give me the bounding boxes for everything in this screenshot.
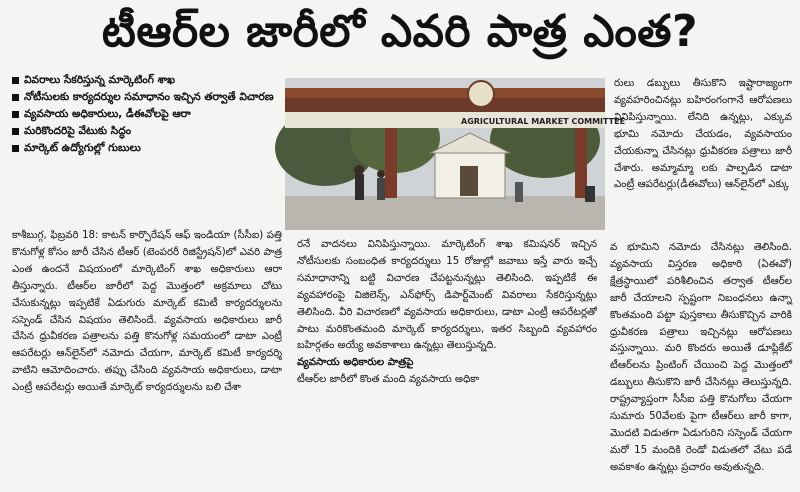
article-column-4: [610, 240, 792, 477]
bullet-item: [12, 91, 280, 104]
article-paragraph: రులు డబ్బులు తీసుకొని ఇష్టారాజ్యంగా వ్యవహరించినట్లు బహిరంగంగానే ఆరోపణలు వినిపిస్తున్నాయి. లేనిది ఉన్నట్లు, ఎక్కువ భూమి నమోదు చేయడం, వ్యవసాయం చేయకున్నా చేసినట్లు ధ్రువీకరణ పత్రాలు జారీ చేశారు. అమ్మామ్మా లకు పాల్పడిన డాటా ఎంట్రీ ఆపరేటర్లు(డీఈవోలు) ఆన్‌లైన్‌లో ఎక్కు: [614, 78, 792, 191]
article-column-2: [297, 237, 597, 389]
article-headline: టీఆర్‌ల జారీలో ఎవరి పాత్ర ఎంత?: [101, 6, 699, 57]
article-column-3: [614, 76, 792, 194]
bullet-square-icon: [12, 77, 19, 84]
bullet-square-icon: [12, 128, 19, 135]
bullet-text: వివరాలు సేకరిస్తున్న మార్కెటింగ్ శాఖ: [24, 74, 175, 86]
article-paragraph: వ భూమిని నమోదు చేసినట్లు తెలిసింది. వ్యవసాయ విస్తరణ అధికారి (ఏఈవో) క్షేత్రస్థాయిలో పరిశీలించిన తర్వాత టీఆర్‌ల జారీ చేయాలని స్పష్టంగా నిబంధనలు ఉన్నా కొంతమంది పట్టా పుస్తకాలు తీసుకొచ్చిన వారికి ధ్రువీకరణ పత్రాలు ఇచ్చినట్లు ఆరోపణలు వస్తున్నాయి. మరి కొందరు అయితే డూప్లికేట్ టీఆర్‌లను ప్రింటింగ్ చేయించి పెద్ద మొత్తంలో డబ్బులు తీసుకొని జారీ చేసినట్లు తెలుస్తున్నది. రాష్ట్రవ్యాప్తంగా సీసీఐ పత్తి కొనుగోలు చేయగా సుమారు 50వేలకు పైగా టీఆర్‌లు జారీ కాగా, మొదటి విడుతగా ఏడుగురిని సస్పెండ్ చేయగా మరో 15 మందికి రెండో విడుతలో వేటు పడే అవకాశం ఉన్నట్లు ప్రచారం అవుతున్నది.: [610, 242, 792, 473]
bullet-text: వ్యవసాయ అధికారులు, డీఈవోలపై ఆరా: [24, 108, 191, 120]
bullet-item: [12, 142, 280, 155]
bullet-item: [12, 74, 280, 87]
bullet-square-icon: [12, 94, 19, 101]
bullet-item: [12, 108, 280, 121]
gate-sign-text: AGRICULTURAL MARKET COMMITTEE: [461, 117, 626, 126]
market-gate-illustration: [285, 78, 626, 230]
bullet-square-icon: [12, 111, 19, 118]
article-paragraph: కాశీబుగ్గ, ఫిబ్రవరి 18: కాటన్ కార్పొరేషన్ ఆఫ్ ఇండియా (సీసీఐ) పత్తి కొనుగోళ్ల కోసం జారీ చేసిన టీఆర్ (టెంపరరీ రిజిస్ట్రేషన్)లో ఎవరి పాత్ర ఎంత ఉందనే విషయంలో మార్కెటింగ్ శాఖ అధికారులు ఆరా తీస్తున్నారు. టీఆర్‌ల జారీలో పెద్ద మొత్తంలో అక్రమాలు చోటు చేసుకున్నట్లు ఇప్పటికే ఏడుగురు మార్కెట్ కమిటీ కార్యదర్శులను సస్పెండ్ చేసిన విషయం తెలిసిందే. వ్యవసాయ అధికారులు జారీ చేసిన ధ్రువీకరణ పత్రాలను పత్తి కొనుగోళ్ల సమయంలో డాటా ఎంట్రీ ఆపరేటర్లు ఆన్‌లైన్‌లో నమోదు చేయగా, మార్కెట్ కమిటీ కార్యదర్శి వాటిని ఆమోదించారు. తప్పు చేసింది వ్యవసాయ అధికారులు, డాటా ఎంట్రీ ఆపరేటర్లు అయితే మార్కెట్ కార్యదర్శులను బలి చేశా: [12, 230, 282, 394]
highlight-bullets: [12, 74, 280, 159]
section-subhead: వ్యవసాయ అధికారుల పాత్రపై: [297, 357, 414, 369]
article-paragraph: రనే వాదనలు వినిపిస్తున్నాయి. మార్కెటింగ్ శాఖ కమిషనర్ ఇచ్చిన నోటీసులకు సంబంధిత కార్యదర్శులు 15 రోజుల్లో జవాబు ఇస్తే వారు ఇచ్చే సమాధానాన్ని బట్టి విచారణ చేపట్టనున్నట్లు తెలిసింది. ఇప్పటికే ఈ వ్యవహారంపై విజిలెన్స్, ఎన్‌ఫోర్స్ డిపార్ట్‌మెంట్ వివరాలు సేకరిస్తున్నట్లు తెలిసింది. వీరి విచారణలో వ్యవసాయ అధికారులు, డాటా ఎంట్రీ ఆపరేటర్లతో పాటు మరికొంతమంది మార్కెట్ కార్యదర్శులు, ఇతర సిబ్బంది వ్యవహారం బహిర్గతం అయ్యే అవకాశాలు ఉన్నట్లు తెలుస్తున్నది.: [297, 239, 597, 352]
bullet-item: [12, 125, 280, 138]
bullet-square-icon: [12, 145, 19, 152]
article-column-1: [12, 228, 282, 397]
bullet-text: మార్కెట్ ఉద్యోగుల్లో గుబులు: [24, 142, 141, 154]
bullet-text: నోటీసులకు కార్యదర్శుల సమాధానం ఇచ్చిన తర్వాతే విచారణ: [24, 91, 274, 103]
article-paragraph: టీఆర్‌ల జారీలో కొంత మంది వ్యవసాయ అధికా: [297, 374, 480, 386]
market-gate-photo: [285, 78, 626, 230]
bullet-text: మరికొందరిపై వేటుకు సిద్ధం: [24, 125, 132, 137]
